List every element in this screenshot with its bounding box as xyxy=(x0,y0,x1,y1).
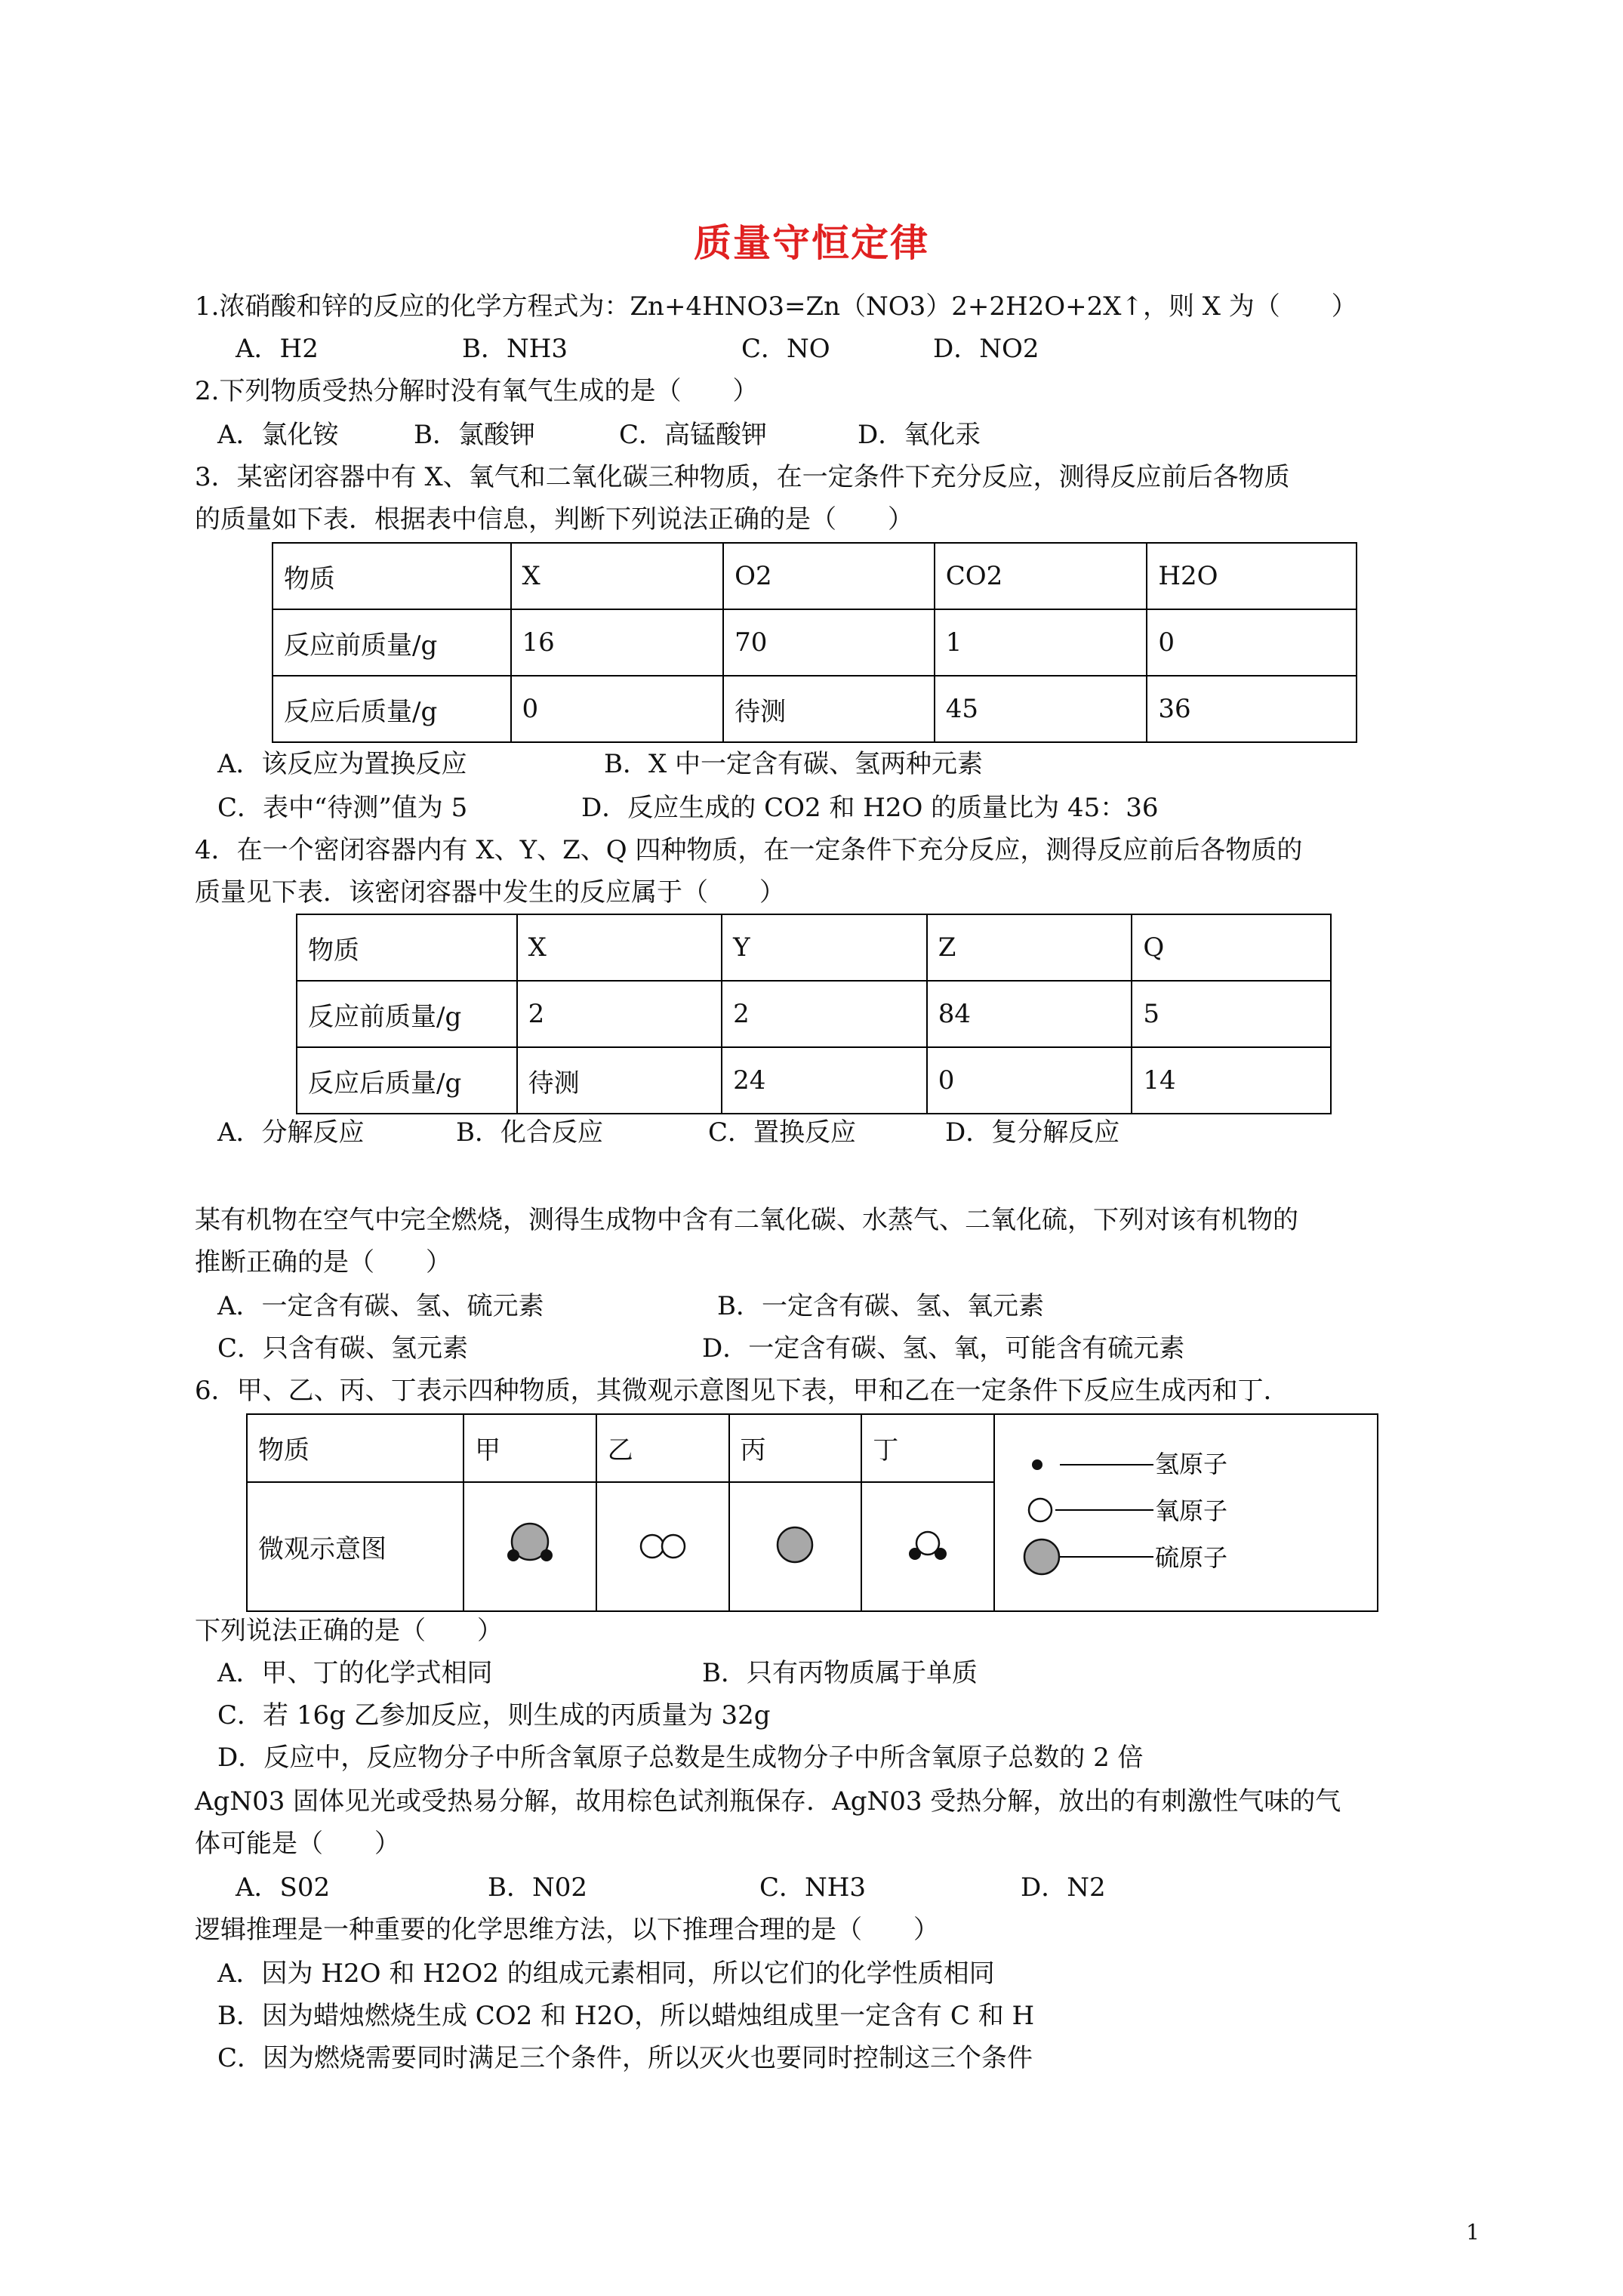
table-cell: 反应后质量/g xyxy=(273,676,511,742)
table-cell: 14 xyxy=(1132,1047,1331,1114)
table-cell xyxy=(596,1482,729,1611)
q3-option-b: B．X 中一定含有碳、氢两种元素 xyxy=(604,749,983,779)
table-cell: 0 xyxy=(1147,609,1357,676)
table-row xyxy=(273,543,1357,609)
q7-option-c: C．NH3 xyxy=(759,1872,867,1903)
q7-option-b: B．N02 xyxy=(488,1872,587,1903)
table-cell: 丁 xyxy=(861,1414,994,1482)
q6-stem: 6．甲、乙、丙、丁表示四种物质，其微观示意图见下表，甲和乙在一定条件下反应生成丙和丁． xyxy=(195,1376,1289,1406)
q7-stem-line2: 体可能是（ ） xyxy=(195,1829,400,1859)
q4-stem-line2: 质量见下表．该密闭容器中发生的反应属于（ ） xyxy=(195,877,785,908)
table-cell: 16 xyxy=(511,609,724,676)
table-cell: 反应前质量/g xyxy=(297,981,517,1047)
q1-option-b: B．NH3 xyxy=(462,334,568,364)
q4-option-c: C．置换反应 xyxy=(708,1117,857,1148)
sulfur-atom-icon xyxy=(1024,1539,1059,1574)
table-cell: 甲 xyxy=(463,1414,596,1482)
q5-stem-line1: 某有机物在空气中完全燃烧，测得生成物中含有二氧化碳、水蒸气、二氧化硫，下列对该有机物的 xyxy=(195,1205,1298,1235)
q3-mass-table xyxy=(272,542,1357,743)
table-cell: X xyxy=(517,914,722,981)
q3-option-a: A．该反应为置换反应 xyxy=(217,749,467,779)
q4-option-d: D．复分解反应 xyxy=(945,1117,1120,1148)
q2-stem: 2.下列物质受热分解时没有氧气生成的是（ ） xyxy=(195,376,759,406)
q1-stem: 1.浓硝酸和锌的反应的化学方程式为：Zn+4HNO3=Zn（NO3）2+2H2O+2X↑，则 X 为（ ） xyxy=(195,291,1357,322)
legend-sulfur: 硫原子 xyxy=(1154,1543,1227,1572)
table-cell: 物质 xyxy=(247,1414,463,1482)
table-row xyxy=(273,609,1357,676)
q6-option-d: D．反应中，反应物分子中所含氧原子总数是生成物分子中所含氧原子总数的 2 倍 xyxy=(217,1743,1144,1773)
q5-option-d: D．一定含有碳、氢、氧，可能含有硫元素 xyxy=(702,1333,1185,1364)
table-cell: 0 xyxy=(927,1047,1132,1114)
q2-option-d: D．氧化汞 xyxy=(858,420,981,450)
table-cell: 2 xyxy=(722,981,927,1047)
molecule-bing-icon xyxy=(753,1513,836,1573)
q5-option-a: A．一定含有碳、氢、硫元素 xyxy=(217,1291,544,1321)
table-cell: 物质 xyxy=(273,543,511,609)
q6-option-a: A．甲、丁的化学式相同 xyxy=(217,1658,493,1688)
q5-option-b: B．一定含有碳、氢、氧元素 xyxy=(717,1291,1044,1321)
table-cell: 84 xyxy=(927,981,1132,1047)
q4-option-a: A．分解反应 xyxy=(217,1117,365,1148)
q3-option-d: D．反应生成的 CO2 和 H2O 的质量比为 45：36 xyxy=(581,793,1159,823)
table-cell: 70 xyxy=(723,609,935,676)
table-cell: X xyxy=(511,543,724,609)
q2-option-a: A．氯化铵 xyxy=(217,420,339,450)
q7-option-d: D．N2 xyxy=(1021,1872,1106,1903)
molecule-ding-icon xyxy=(886,1513,969,1573)
table-cell xyxy=(729,1482,862,1611)
table-cell: 45 xyxy=(935,676,1147,742)
q4-mass-table xyxy=(296,914,1332,1114)
table-cell: 微观示意图 xyxy=(247,1482,463,1611)
q3-stem-line1: 3．某密闭容器中有 X、氧气和二氧化碳三种物质，在一定条件下充分反应，测得反应前后各物质 xyxy=(195,462,1290,492)
table-cell: O2 xyxy=(723,543,935,609)
molecule-jia-icon xyxy=(488,1513,571,1573)
table-cell: 物质 xyxy=(297,914,517,981)
q2-option-c: C．高锰酸钾 xyxy=(619,420,768,450)
q8-stem: 逻辑推理是一种重要的化学思维方法，以下推理合理的是（ ） xyxy=(195,1915,939,1945)
table-row xyxy=(297,1047,1331,1114)
page-number: 1 xyxy=(1466,2220,1480,2245)
q8-option-c: C．因为燃烧需要同时满足三个条件，所以灭火也要同时控制这三个条件 xyxy=(217,2043,1033,2073)
q4-option-b: B．化合反应 xyxy=(456,1117,603,1148)
q4-stem-line1: 4．在一个密闭容器内有 X、Y、Z、Q 四种物质，在一定条件下充分反应，测得反应前后各物质的 xyxy=(195,835,1303,865)
q3-stem-line2: 的质量如下表．根据表中信息，判断下列说法正确的是（ ） xyxy=(195,504,913,535)
table-cell: 反应后质量/g xyxy=(297,1047,517,1114)
table-row xyxy=(297,981,1331,1047)
legend-oxygen: 氧原子 xyxy=(1154,1496,1227,1525)
page-title: 质量守恒定律 xyxy=(694,220,929,265)
q1-option-c: C．NO xyxy=(741,334,830,364)
q7-option-a: A．S02 xyxy=(236,1872,331,1903)
atom-legend xyxy=(994,1414,1378,1611)
table-cell xyxy=(463,1482,596,1611)
table-row xyxy=(247,1414,1378,1482)
table-cell: 2 xyxy=(517,981,722,1047)
oxygen-atom-icon xyxy=(1029,1499,1052,1521)
table-cell: 待测 xyxy=(517,1047,722,1114)
q6-prompt: 下列说法正确的是（ ） xyxy=(195,1616,503,1646)
q1-option-a: A．H2 xyxy=(236,334,319,364)
table-cell: 待测 xyxy=(723,676,935,742)
table-cell: 1 xyxy=(935,609,1147,676)
q6-option-c: C．若 16g 乙参加反应，则生成的丙质量为 32g xyxy=(217,1700,771,1730)
q3-option-c: C．表中“待测”值为 5 xyxy=(217,793,468,823)
table-row xyxy=(273,676,1357,742)
q6-micro-table xyxy=(246,1413,1378,1612)
table-cell: 乙 xyxy=(596,1414,729,1482)
table-cell xyxy=(861,1482,994,1611)
table-row xyxy=(297,914,1331,981)
q7-stem-line1: AgN03 固体见光或受热易分解，故用棕色试剂瓶保存．AgN03 受热分解，放出的有刺激性气味的气 xyxy=(195,1786,1341,1817)
table-cell: CO2 xyxy=(935,543,1147,609)
table-cell: Q xyxy=(1132,914,1331,981)
table-cell: 丙 xyxy=(729,1414,862,1482)
legend-hydrogen: 氢原子 xyxy=(1154,1450,1227,1478)
q1-option-d: D．NO2 xyxy=(933,334,1039,364)
table-cell: 0 xyxy=(511,676,724,742)
q8-option-a: A．因为 H2O 和 H2O2 的组成元素相同，所以它们的化学性质相同 xyxy=(217,1959,995,1989)
q8-option-b: B．因为蜡烛燃烧生成 CO2 和 H2O，所以蜡烛组成里一定含有 C 和 H xyxy=(217,2001,1035,2031)
q2-option-b: B．氯酸钾 xyxy=(414,420,535,450)
table-cell: 5 xyxy=(1132,981,1331,1047)
table-cell: H2O xyxy=(1147,543,1357,609)
q6-option-b: B．只有丙物质属于单质 xyxy=(702,1658,978,1688)
table-cell: 24 xyxy=(722,1047,927,1114)
table-cell: Y xyxy=(722,914,927,981)
table-cell: 反应前质量/g xyxy=(273,609,511,676)
q5-stem-line2: 推断正确的是（ ） xyxy=(195,1247,451,1277)
q5-option-c: C．只含有碳、氢元素 xyxy=(217,1333,469,1364)
table-cell: Z xyxy=(927,914,1132,981)
molecule-yi-icon xyxy=(621,1513,704,1573)
atom-legend-graphic xyxy=(995,1415,1377,1604)
hydrogen-atom-icon xyxy=(1032,1459,1042,1470)
table-cell: 36 xyxy=(1147,676,1357,742)
